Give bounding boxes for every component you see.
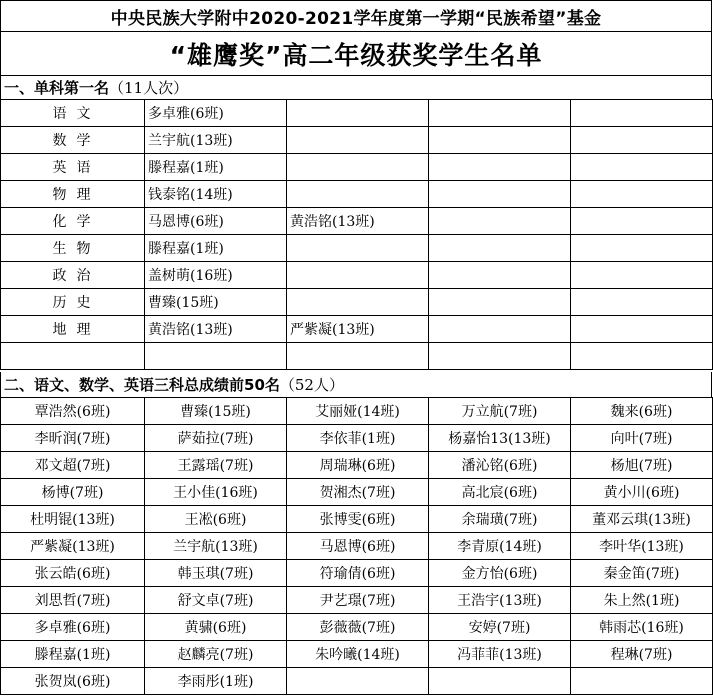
student-cell: 余瑞璜(7班) xyxy=(429,506,571,533)
student-cell: 王浩宇(13班) xyxy=(429,587,571,614)
student-cell xyxy=(429,154,571,181)
section1-count: （11人次） xyxy=(109,79,189,97)
student-cell xyxy=(429,668,571,695)
empty-cell xyxy=(571,343,713,370)
subject-cell: 政治 xyxy=(1,262,145,289)
student-cell xyxy=(287,127,429,154)
student-cell: 兰宇航(13班) xyxy=(145,533,287,560)
empty-cell xyxy=(1,343,145,370)
student-cell: 高北宸(6班) xyxy=(429,479,571,506)
student-cell: 杨嘉怡13(13班) xyxy=(429,425,571,452)
student-cell: 程琳(7班) xyxy=(571,641,713,668)
student-cell xyxy=(571,235,713,262)
student-cell: 尹艺璟(7班) xyxy=(287,587,429,614)
student-cell: 滕程嘉(1班) xyxy=(1,641,145,668)
student-cell xyxy=(429,262,571,289)
student-cell: 董邓云琪(13班) xyxy=(571,506,713,533)
student-cell: 多卓雅(6班) xyxy=(1,614,145,641)
section1-title: 一、单科第一名 xyxy=(4,79,110,97)
student-cell: 韩雨芯(16班) xyxy=(571,614,713,641)
student-cell xyxy=(429,127,571,154)
student-cell xyxy=(429,235,571,262)
subject-row xyxy=(1,154,713,181)
student-cell: 王凇(6班) xyxy=(145,506,287,533)
table-row xyxy=(1,641,713,668)
student-cell xyxy=(429,316,571,343)
student-cell: 万立航(7班) xyxy=(429,398,571,425)
subject-cell: 数学 xyxy=(1,127,145,154)
student-cell: 严紫凝(13班) xyxy=(287,316,429,343)
table-row xyxy=(1,452,713,479)
student-cell: 韩玉琪(7班) xyxy=(145,560,287,587)
student-cell: 黄小川(6班) xyxy=(571,479,713,506)
subject-cell: 化学 xyxy=(1,208,145,235)
student-cell xyxy=(571,100,713,127)
student-cell xyxy=(571,289,713,316)
student-cell: 王露瑶(7班) xyxy=(145,452,287,479)
student-cell: 马恩博(6班) xyxy=(287,533,429,560)
student-cell: 朱吟曦(14班) xyxy=(287,641,429,668)
subject-row xyxy=(1,289,713,316)
student-cell: 魏来(6班) xyxy=(571,398,713,425)
student-cell: 李昕润(7班) xyxy=(1,425,145,452)
subject-row xyxy=(1,316,713,343)
student-cell xyxy=(429,100,571,127)
student-cell: 杨旭(7班) xyxy=(571,452,713,479)
student-cell: 邓文超(7班) xyxy=(1,452,145,479)
student-cell: 杨博(7班) xyxy=(1,479,145,506)
student-cell: 多卓雅(6班) xyxy=(145,100,287,127)
student-cell: 赵麟亮(7班) xyxy=(145,641,287,668)
student-cell: 李青原(14班) xyxy=(429,533,571,560)
subject-row xyxy=(1,127,713,154)
table-row xyxy=(1,506,713,533)
subject-row xyxy=(1,208,713,235)
student-cell: 李依菲(1班) xyxy=(287,425,429,452)
student-cell: 滕程嘉(1班) xyxy=(145,154,287,181)
student-cell: 向叶(7班) xyxy=(571,425,713,452)
student-cell: 朱上然(1班) xyxy=(571,587,713,614)
student-cell: 潘沁铭(6班) xyxy=(429,452,571,479)
document-title: 中央民族大学附中2020-2021学年度第一学期“民族希望”基金 xyxy=(0,0,712,32)
student-cell: 王小佳(16班) xyxy=(145,479,287,506)
student-cell: 黄浩铭(13班) xyxy=(287,208,429,235)
student-cell xyxy=(429,181,571,208)
student-cell: 舒文卓(7班) xyxy=(145,587,287,614)
subject-row xyxy=(1,100,713,127)
subject-row xyxy=(1,181,713,208)
student-cell: 周瑞琳(6班) xyxy=(287,452,429,479)
student-cell: 贺湘杰(7班) xyxy=(287,479,429,506)
student-cell: 黄浩铭(13班) xyxy=(145,316,287,343)
table-row xyxy=(1,560,713,587)
student-cell: 彭薇薇(7班) xyxy=(287,614,429,641)
single-subject-table xyxy=(0,99,713,370)
student-cell: 艾丽娅(14班) xyxy=(287,398,429,425)
student-cell: 钱泰铭(14班) xyxy=(145,181,287,208)
subject-cell: 历史 xyxy=(1,289,145,316)
student-cell xyxy=(571,181,713,208)
student-cell: 覃浩然(6班) xyxy=(1,398,145,425)
student-cell: 秦金笛(7班) xyxy=(571,560,713,587)
student-cell: 李雨彤(1班) xyxy=(145,668,287,695)
subject-cell: 物理 xyxy=(1,181,145,208)
student-cell: 安婷(7班) xyxy=(429,614,571,641)
student-cell xyxy=(429,208,571,235)
empty-cell xyxy=(145,343,287,370)
student-cell xyxy=(287,235,429,262)
student-cell: 李叶华(13班) xyxy=(571,533,713,560)
student-cell xyxy=(571,262,713,289)
student-cell xyxy=(287,262,429,289)
subject-row xyxy=(1,235,713,262)
document-subtitle: “雄鹰奖”高二年级获奖学生名单 xyxy=(0,32,712,76)
student-cell: 黄骕(6班) xyxy=(145,614,287,641)
student-cell: 张云皓(6班) xyxy=(1,560,145,587)
student-cell xyxy=(571,127,713,154)
student-cell xyxy=(571,154,713,181)
student-cell xyxy=(287,289,429,316)
student-cell: 曹臻(15班) xyxy=(145,289,287,316)
section2-title: 二、语文、数学、英语三科总成绩前50名 xyxy=(4,376,280,394)
table-row xyxy=(1,479,713,506)
subject-cell: 地理 xyxy=(1,316,145,343)
table-row xyxy=(1,614,713,641)
section1-heading xyxy=(0,76,712,99)
table-row xyxy=(1,425,713,452)
student-cell xyxy=(287,668,429,695)
student-cell: 马恩博(6班) xyxy=(145,208,287,235)
subject-cell: 英语 xyxy=(1,154,145,181)
table-row xyxy=(1,398,713,425)
student-cell: 严紫凝(13班) xyxy=(1,533,145,560)
student-cell: 滕程嘉(1班) xyxy=(145,235,287,262)
student-cell: 刘思哲(7班) xyxy=(1,587,145,614)
student-cell xyxy=(287,100,429,127)
student-cell: 杜明锟(13班) xyxy=(1,506,145,533)
student-cell: 张贺岚(6班) xyxy=(1,668,145,695)
section2-count: （52人） xyxy=(279,376,344,394)
section2-heading xyxy=(0,372,712,397)
table-row xyxy=(1,668,713,695)
student-cell: 金方怡(6班) xyxy=(429,560,571,587)
student-cell xyxy=(287,181,429,208)
subject-row xyxy=(1,262,713,289)
student-cell: 兰宇航(13班) xyxy=(145,127,287,154)
student-cell: 萨茹拉(7班) xyxy=(145,425,287,452)
student-cell xyxy=(571,668,713,695)
student-cell: 冯菲菲(13班) xyxy=(429,641,571,668)
empty-cell xyxy=(287,343,429,370)
student-cell xyxy=(429,289,571,316)
table-row xyxy=(1,533,713,560)
subject-cell: 生物 xyxy=(1,235,145,262)
student-cell: 盖树萌(16班) xyxy=(145,262,287,289)
student-cell: 曹臻(15班) xyxy=(145,398,287,425)
student-cell xyxy=(571,316,713,343)
top50-table xyxy=(0,397,713,695)
blank-row xyxy=(1,343,713,370)
student-cell xyxy=(287,154,429,181)
subject-cell: 语文 xyxy=(1,100,145,127)
empty-cell xyxy=(429,343,571,370)
table-row xyxy=(1,587,713,614)
student-cell: 张博雯(6班) xyxy=(287,506,429,533)
student-cell: 符瑜倩(6班) xyxy=(287,560,429,587)
student-cell xyxy=(571,208,713,235)
